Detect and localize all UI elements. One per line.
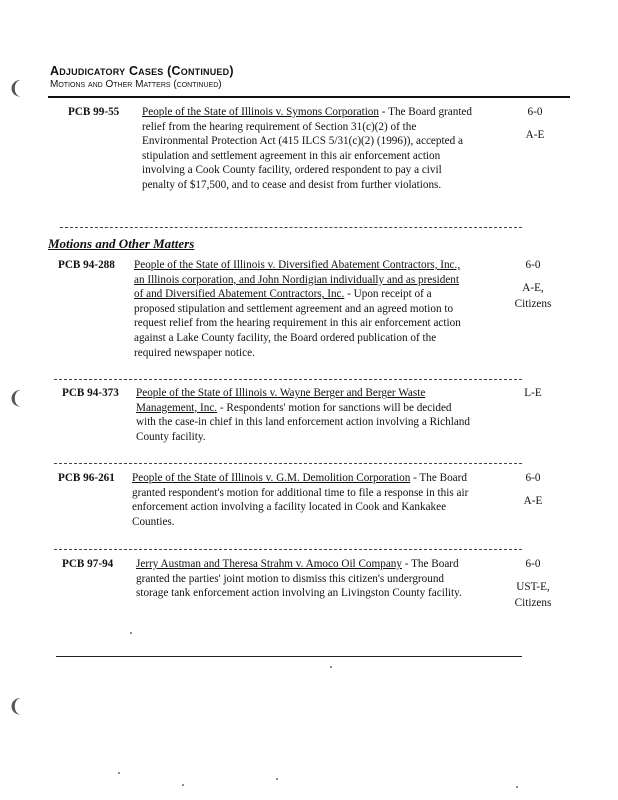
case-title: Jerry Austman and Theresa Strahm v. Amoco Oil Company bbox=[136, 558, 402, 570]
case-title: People of the State of Illinois v. Symons Corporation bbox=[142, 106, 379, 118]
case-body: - Upon receipt of a proposed stipulation and settlement agreement and an agreed motion to request relief from the hearing requirement in this air enforcement action against a Lake County facility, the Board ordered publication of the required newspaper notice. bbox=[134, 288, 461, 359]
vote-count: L-E bbox=[524, 387, 542, 399]
case-type-2: Citizens bbox=[514, 597, 552, 610]
page-title: Adjudicatory Cases (Continued) bbox=[50, 64, 234, 78]
case-number: PCB 97-94 bbox=[62, 558, 114, 570]
case-divider bbox=[54, 549, 522, 550]
scan-speck bbox=[516, 786, 518, 788]
page-header bbox=[50, 64, 618, 90]
case-body: - Respondents' motion for sanctions will be decided with the case-in chief in this land enforcement action involving a Richland County facility. bbox=[136, 401, 470, 443]
case-description bbox=[142, 105, 472, 193]
margin-mark: ❨ bbox=[8, 696, 24, 717]
case-type-2: Citizens bbox=[514, 298, 552, 311]
case-vote bbox=[500, 105, 570, 150]
case-type: A-E bbox=[523, 494, 543, 507]
case-body: - The Board granted relief from the hearing requirement of Section 31(c)(2) of the Environmental Protection Act (415 ILCS 5/31(c)(2) (1996)), accepted a stipulation and settlement agreement in this air enforcement action involving a Cook County facility, ordered respondent to pay a civil penalty of $17,500, and to cease and desist from further violations. bbox=[142, 106, 472, 191]
vote-count: 6-0 bbox=[525, 472, 541, 484]
case-number: PCB 94-288 bbox=[58, 259, 115, 271]
case-divider bbox=[54, 463, 522, 464]
scan-speck bbox=[130, 632, 132, 634]
case-description bbox=[136, 386, 472, 444]
case-vote bbox=[498, 258, 568, 320]
case-title: People of the State of Illinois v. G.M. Demolition Corporation bbox=[132, 472, 411, 484]
case-title: People of the State of Illinois v. Diversified Abatement Contractors, Inc., an Illinois corporation, and John Nordigian individually and as president of and Diversified Abatement Contractors, Inc. bbox=[134, 259, 461, 301]
case-number: PCB 94-373 bbox=[62, 387, 119, 399]
case-description bbox=[136, 557, 472, 601]
case-divider bbox=[60, 227, 522, 228]
case-vote bbox=[498, 471, 568, 516]
margin-mark: ❨ bbox=[8, 78, 24, 99]
case-divider bbox=[56, 656, 522, 657]
case-description bbox=[132, 471, 472, 529]
header-rule bbox=[48, 96, 570, 98]
case-body: - The Board granted respondent's motion for additional time to file a response in this air enforcement action involving a facility located in Cook and Kankakee Counties. bbox=[132, 472, 469, 528]
case-divider bbox=[54, 379, 522, 380]
vote-count: 6-0 bbox=[527, 106, 543, 118]
case-vote bbox=[498, 557, 568, 619]
case-number: PCB 99-55 bbox=[68, 106, 120, 118]
vote-count: 6-0 bbox=[525, 259, 541, 271]
case-body: - The Board granted the parties' joint motion to dismiss this citizen's underground storage tank enforcement action involving an Livingston County facility. bbox=[136, 558, 462, 600]
section-heading: Motions and Other Matters bbox=[48, 236, 195, 251]
scan-speck bbox=[330, 666, 332, 668]
margin-mark: ❨ bbox=[8, 388, 24, 409]
case-title: People of the State of Illinois v. Wayne Berger and Berger Waste Management, Inc. bbox=[136, 387, 426, 414]
scan-speck bbox=[118, 772, 120, 774]
case-number: PCB 96-261 bbox=[58, 472, 115, 484]
scan-speck bbox=[276, 778, 278, 780]
page-subtitle: Motions and Other Matters (continued) bbox=[50, 79, 222, 90]
case-type: A-E, bbox=[522, 281, 544, 294]
scan-speck bbox=[182, 784, 184, 786]
case-type: UST-E, bbox=[516, 580, 550, 593]
vote-count: 6-0 bbox=[525, 558, 541, 570]
case-type: A-E bbox=[525, 128, 545, 141]
case-description bbox=[134, 258, 470, 360]
case-vote bbox=[498, 386, 568, 409]
